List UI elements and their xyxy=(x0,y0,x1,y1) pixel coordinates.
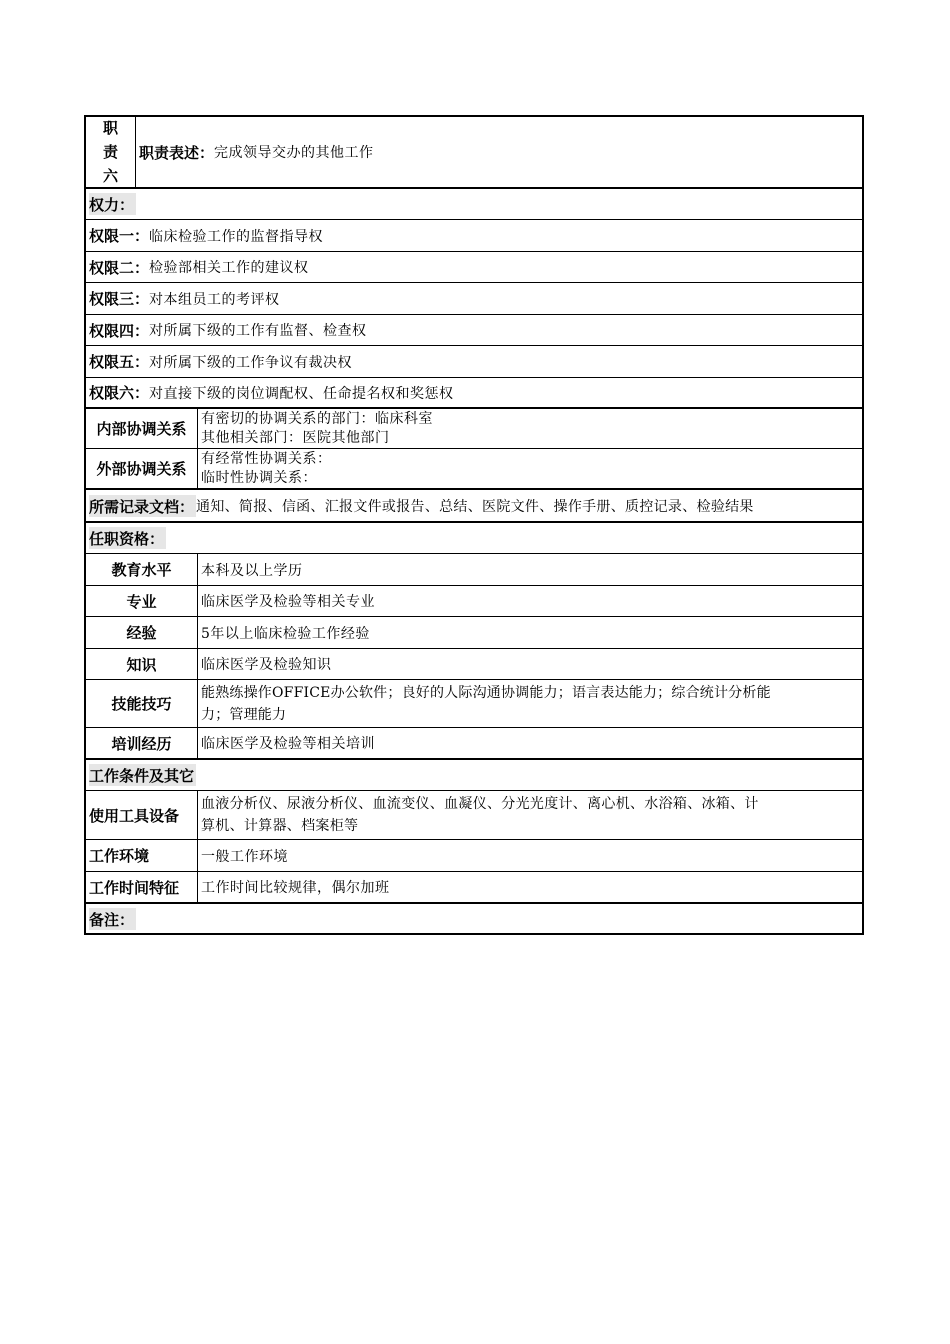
duty-label-char: 六 xyxy=(102,167,118,185)
qualification-value: 临床医学及检验等相关专业 xyxy=(201,594,375,610)
relation-line: 有经常性协调关系： xyxy=(201,450,332,467)
authority-value: 对所属下级的工作有监督、检查权 xyxy=(149,323,367,339)
internal-relations-label: 内部协调关系 xyxy=(86,409,198,448)
qualification-label: 知识 xyxy=(86,649,198,679)
internal-relations-row xyxy=(86,409,862,449)
qualification-value: 临床医学及检验知识 xyxy=(201,657,332,673)
authority-label: 权限六： xyxy=(89,384,150,402)
qualification-row xyxy=(86,649,862,680)
records-row xyxy=(86,490,862,523)
authority-label: 权限四： xyxy=(89,321,150,340)
environment-row xyxy=(86,840,862,872)
job-description-table xyxy=(84,115,864,935)
relation-line: 其他相关部门：医院其他部门 xyxy=(201,429,390,446)
environment-value: 一般工作环境 xyxy=(201,848,288,865)
work-time-value: 工作时间比较规律，偶尔加班 xyxy=(201,880,390,896)
qualification-label: 专业 xyxy=(86,586,198,616)
tools-value xyxy=(198,791,862,839)
records-value: 通知、简报、信函、汇报文件或报告、总结、医院文件、操作手册、质控记录、检验结果 xyxy=(196,498,754,515)
authority-label: 权限三： xyxy=(89,290,150,308)
authority-row xyxy=(86,346,862,378)
authority-row xyxy=(86,378,862,409)
qualification-label: 技能技巧 xyxy=(86,680,198,727)
qualification-value xyxy=(198,680,862,727)
qualification-label: 经验 xyxy=(86,617,198,648)
qualification-row xyxy=(86,617,862,649)
skill-line: 能熟练操作OFFICE办公软件；良好的人际沟通协调能力；语言表达能力；综合统计分析能 xyxy=(201,684,771,701)
qualification-value: 临床医学及检验等相关培训 xyxy=(201,736,375,752)
authority-row xyxy=(86,252,862,283)
qualification-row xyxy=(86,680,862,728)
external-relations-label: 外部协调关系 xyxy=(86,449,198,488)
qualification-heading-row xyxy=(86,523,862,554)
qualification-heading: 任职资格： xyxy=(89,527,166,549)
duty-label-char: 职 xyxy=(102,119,118,137)
qualification-label: 培训经历 xyxy=(86,728,198,758)
authority-value: 检验部相关工作的建议权 xyxy=(149,260,309,276)
tools-row xyxy=(86,791,862,840)
duty-desc-label: 职责表述： xyxy=(139,143,215,162)
duty-six-label xyxy=(86,117,136,187)
skill-line: 力；管理能力 xyxy=(201,706,287,723)
duty-label-char: 责 xyxy=(102,143,118,161)
authority-row xyxy=(86,220,862,252)
qualification-label: 教育水平 xyxy=(86,554,198,585)
authority-value: 对所属下级的工作争议有裁决权 xyxy=(149,354,353,371)
authority-row xyxy=(86,283,862,315)
environment-label: 工作环境 xyxy=(86,840,198,871)
tools-label: 使用工具设备 xyxy=(86,791,198,839)
authority-row xyxy=(86,315,862,346)
relation-line: 有密切的协调关系的部门：临床科室 xyxy=(201,410,433,427)
qualification-row xyxy=(86,728,862,760)
authority-heading: 权力： xyxy=(89,193,136,215)
duty-desc-value: 完成领导交办的其他工作 xyxy=(214,145,374,161)
tools-line: 算机、计算器、档案柜等 xyxy=(201,818,359,834)
remarks-label: 备注： xyxy=(89,908,136,930)
external-relations-row xyxy=(86,449,862,490)
records-label: 所需记录文档： xyxy=(89,495,196,517)
tools-line: 血液分析仪、尿液分析仪、血流变仪、血凝仪、分光光度计、离心机、水浴箱、冰箱、计 xyxy=(201,796,759,812)
external-relations-value xyxy=(198,449,862,488)
work-time-row xyxy=(86,872,862,904)
authority-label: 权限二： xyxy=(89,258,150,277)
duty-six-row xyxy=(86,117,862,189)
qualification-value: 5年以上临床检验工作经验 xyxy=(201,625,370,642)
conditions-heading-row xyxy=(86,760,862,791)
conditions-heading: 工作条件及其它 xyxy=(89,764,196,786)
qualification-row xyxy=(86,554,862,586)
authority-value: 对本组员工的考评权 xyxy=(149,291,280,308)
internal-relations-value xyxy=(198,409,862,448)
authority-label: 权限五： xyxy=(89,353,150,371)
authority-value: 临床检验工作的监督指导权 xyxy=(149,228,324,245)
relation-line: 临时性协调关系： xyxy=(201,469,317,486)
authority-value: 对直接下级的岗位调配权、任命提名权和奖惩权 xyxy=(149,385,454,402)
remarks-row xyxy=(86,904,862,933)
qualification-row xyxy=(86,586,862,617)
work-time-label: 工作时间特征 xyxy=(86,872,198,902)
authority-heading-row xyxy=(86,189,862,220)
duty-six-description xyxy=(136,117,862,187)
authority-label: 权限一： xyxy=(89,227,150,245)
qualification-value: 本科及以上学历 xyxy=(201,562,303,579)
